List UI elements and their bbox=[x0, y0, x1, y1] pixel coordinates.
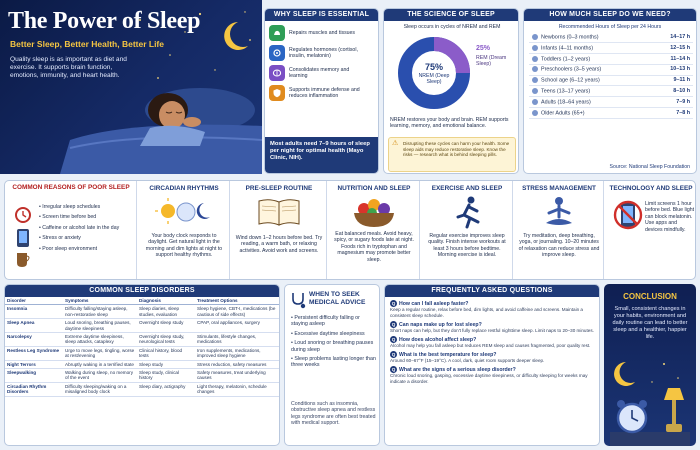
stress-card bbox=[514, 181, 604, 280]
why-item bbox=[269, 45, 374, 61]
medical-item: • Sleep problems lasting longer than three weeks bbox=[291, 356, 376, 369]
medical-title: WHEN TO SEEK MEDICAL ADVICE bbox=[309, 291, 366, 306]
age-group: Preschoolers (3–5 years) bbox=[529, 64, 651, 75]
why-item bbox=[269, 85, 374, 101]
faq-question: Q Can naps make up for lost sleep? bbox=[391, 321, 482, 328]
question-icon: Q bbox=[391, 336, 396, 342]
faq-item bbox=[390, 336, 594, 349]
table-cell: Loud snoring, breathing pauses, daytime sleepiness bbox=[63, 319, 137, 333]
disorder-name: Sleepwalking bbox=[5, 369, 63, 383]
age-group: Infants (4–11 months) bbox=[529, 43, 651, 54]
disorders-column-header: Diagnosis bbox=[137, 297, 195, 305]
card-text: Limit screens 1 hour before bed. Blue light can block melatonin. Use apps and devices mindfully. bbox=[645, 201, 695, 233]
faq-header: FREQUENTLY ASKED QUESTIONS bbox=[385, 285, 599, 297]
table-cell: Sleep diaries, sleep studies, evaluation bbox=[137, 305, 195, 319]
why-sleep-note: Most adults need 7–9 hours of sleep per night for optimal health (Mayo Clinic, NIH). bbox=[265, 137, 379, 173]
conclusion-panel bbox=[604, 284, 696, 446]
table-cell: Light therapy, melatonin, schedule changes bbox=[195, 382, 280, 396]
card-title: PRE-SLEEP ROUTINE bbox=[245, 185, 313, 192]
reason-item: • Stress or anxiety bbox=[39, 235, 81, 242]
medical-panel bbox=[284, 284, 380, 446]
hours-panel bbox=[523, 8, 697, 174]
hours-value: 7–8 h bbox=[651, 108, 693, 119]
table-cell: Sleep hygiene, CBT-I, medications (be cautious of side effects) bbox=[195, 305, 280, 319]
medical-item: • Loud snoring or breathing pauses during sleep bbox=[291, 340, 374, 353]
reasons-list bbox=[39, 204, 133, 252]
disorders-column-header: Symptoms bbox=[63, 297, 137, 305]
table-cell: Abruptly waking in a terrified state bbox=[63, 360, 137, 368]
rem-caption: REM (Dream Sleep) bbox=[476, 55, 507, 68]
card-title: TECHNOLOGY AND SLEEP bbox=[609, 185, 693, 192]
question-icon: Q bbox=[391, 301, 396, 306]
table-cell: Iron supplements, medications, improved sleep hygiene bbox=[195, 346, 280, 360]
card-text: Wind down 1–2 hours before bed. Try reading, a warm bath, or relaxing activities. Avoid work and screens. bbox=[235, 235, 323, 254]
card-text: Eat balanced meals. Avoid heavy, spicy, or sugary foods late at night. Foods rich in tryptophan and magnesium may promote better sleep. bbox=[334, 231, 414, 263]
card-title: EXERCISE AND SLEEP bbox=[431, 185, 503, 192]
stethoscope-icon bbox=[289, 291, 307, 309]
lamp-icon bbox=[664, 388, 684, 432]
disorders-header: COMMON SLEEP DISORDERS bbox=[5, 285, 279, 297]
disorders-column-header: Disorder bbox=[5, 297, 63, 305]
child-icon bbox=[532, 66, 538, 72]
science-header: THE SCIENCE OF SLEEP bbox=[384, 9, 518, 21]
table-cell: Extreme daytime sleepiness, sleep attacks, cataplexy bbox=[63, 333, 137, 347]
age-group: Newborns (0–3 months) bbox=[529, 32, 651, 42]
disorders-table bbox=[5, 297, 280, 397]
disorders-column-header: Treatment Options bbox=[195, 297, 280, 305]
table-cell: Clinical history, blood tests bbox=[137, 346, 195, 360]
baby-icon bbox=[532, 34, 538, 40]
conclusion-title: CONCLUSION bbox=[623, 292, 677, 301]
age-group: Toddlers (1–2 years) bbox=[529, 54, 651, 65]
disorder-name: Night Terrors bbox=[5, 360, 63, 368]
medical-list bbox=[291, 315, 377, 369]
table-cell: Difficulty sleeping/waking on a misaligned body clock bbox=[63, 382, 137, 396]
reason-item: • Caffeine or alcohol late in the day bbox=[39, 224, 120, 231]
hours-row bbox=[529, 108, 693, 119]
hours-row bbox=[529, 97, 693, 108]
medical-item: • Excessive daytime sleepiness bbox=[291, 330, 365, 337]
question-icon: Q bbox=[391, 351, 396, 357]
science-intro: Sleep occurs in cycles of NREM and REM bbox=[403, 24, 501, 30]
stars-icon bbox=[651, 363, 679, 383]
hours-row bbox=[529, 32, 693, 42]
hours-value: 10–13 h bbox=[651, 64, 693, 75]
warning-icon: ⚠ bbox=[392, 140, 399, 147]
hours-row bbox=[529, 75, 693, 86]
nrem-caption: NREM (Deep Sleep) bbox=[418, 73, 450, 86]
medical-note: Conditions such as insomnia, obstructive sleep apnea and restless legs syndrome are often best treated with medical support. bbox=[291, 401, 376, 427]
why-item-label: Consolidates memory and learning bbox=[289, 66, 350, 79]
question-icon: Q bbox=[391, 366, 396, 372]
table-cell: Stimulants, lifestyle changes, medications bbox=[195, 333, 280, 347]
technology-card bbox=[605, 181, 696, 280]
hours-row bbox=[529, 64, 693, 75]
nrem-percent: 75% bbox=[424, 62, 443, 72]
table-cell: Urge to move legs, tingling, worse at rest/evening bbox=[63, 346, 137, 360]
hours-value: 8–10 h bbox=[651, 86, 693, 97]
muscle-icon bbox=[269, 25, 285, 41]
circadian-card bbox=[138, 181, 230, 280]
table-row bbox=[5, 382, 280, 396]
alarm-clock-icon bbox=[617, 400, 647, 432]
meditation-icon bbox=[541, 195, 577, 229]
reasons-title: COMMON REASONS OF POOR SLEEP bbox=[12, 184, 130, 191]
question-icon: Q bbox=[391, 321, 396, 327]
coffee-icon bbox=[17, 253, 29, 267]
faq-list bbox=[385, 297, 599, 389]
page-title: The Power of Sleep bbox=[8, 8, 201, 34]
card-text: Try meditation, deep breathing, yoga, or journaling. 10–20 minutes of relaxation can reduce stress and improve sleep. bbox=[518, 233, 600, 259]
faq-question: Q How does alcohol affect sleep? bbox=[391, 336, 477, 343]
hormone-icon bbox=[269, 45, 285, 61]
fruit-bowl-icon bbox=[350, 195, 398, 229]
toddler-icon bbox=[532, 56, 538, 62]
no-phone-icon bbox=[613, 199, 643, 233]
disorder-name: Restless Leg Syndrome bbox=[5, 346, 63, 360]
card-title: CIRCADIAN RHYTHMS bbox=[149, 185, 219, 192]
page-subtitle: Better Sleep, Better Health, Better Life bbox=[10, 39, 164, 49]
faq-answer: Keep a regular routine, relax before bed, dim lights, and avoid caffeine and screens. Maintain a consistent sleep schedule. bbox=[390, 307, 583, 318]
why-item-label: Regulates hormones (cortisol, insulin, melatonin) bbox=[289, 46, 358, 59]
disorder-name: Circadian Rhythm Disorders bbox=[5, 382, 63, 396]
teen-icon bbox=[532, 88, 538, 94]
table-row bbox=[5, 305, 280, 319]
faq-panel bbox=[384, 284, 600, 446]
card-text: Regular exercise improves sleep quality. Finish intense workouts at least 3 hours before bedtime. Morning exercise is ideal. bbox=[428, 233, 506, 259]
why-item bbox=[269, 25, 374, 41]
why-item-label: Supports immune defense and reduces inflammation bbox=[289, 86, 360, 99]
table-row bbox=[5, 369, 280, 383]
table-row bbox=[5, 346, 280, 360]
why-item bbox=[269, 65, 374, 81]
hours-intro: Recommended Hours of Sleep per 24 Hours bbox=[558, 24, 662, 30]
age-group: Teens (13–17 years) bbox=[529, 86, 651, 97]
table-cell: Safety measures, treat underlying causes bbox=[195, 369, 280, 383]
why-sleep-header: WHY SLEEP IS ESSENTIAL bbox=[265, 9, 378, 21]
reason-icons bbox=[11, 205, 35, 269]
medical-item: • Persistent difficulty falling or staying asleep bbox=[291, 315, 360, 328]
faq-item bbox=[390, 300, 594, 319]
phone-icon bbox=[17, 229, 29, 247]
card-title: NUTRITION AND SLEEP bbox=[337, 185, 411, 192]
crescent-moon-icon bbox=[614, 362, 635, 386]
table-cell: Stress reduction, safety measures bbox=[195, 360, 280, 368]
science-description: NREM restores your body and brain. REM supports learning, memory, and emotional balance. bbox=[390, 117, 509, 130]
hours-value: 11–14 h bbox=[651, 54, 693, 65]
nutrition-card bbox=[328, 181, 420, 280]
card-text: Your body clock responds to daylight. Get natural light in the morning and dim lights at night to support healthy rhythms. bbox=[145, 233, 223, 259]
table-row bbox=[5, 333, 280, 347]
faq-question: Q What is the best temperature for sleep? bbox=[391, 351, 497, 358]
sun-moon-icon bbox=[154, 195, 214, 229]
hours-row bbox=[529, 54, 693, 65]
hero-lead-text: Quality sleep is as important as diet and exercise. It supports brain function, emotions, immunity, and heart health. bbox=[10, 56, 127, 80]
faq-item bbox=[390, 366, 594, 385]
table-cell: Sleep diary, actigraphy bbox=[137, 382, 195, 396]
science-warning-text: Disrupting these cycles can harm your health. Some sleep aids may reduce restorative sleep. Know the risks — research what is behind sleeping pills. bbox=[403, 141, 510, 158]
older-adult-icon bbox=[532, 110, 538, 116]
book-icon bbox=[257, 197, 301, 227]
disorder-name: Narcolepsy bbox=[5, 333, 63, 347]
bedside-scene bbox=[604, 352, 696, 446]
brain-icon bbox=[269, 65, 285, 81]
hours-value: 12–15 h bbox=[651, 43, 693, 54]
faq-answer: Alcohol may help you fall asleep but reduces REM sleep and causes fragmented, poor quality rest. bbox=[390, 343, 591, 348]
routine-card bbox=[231, 181, 327, 280]
disorder-name: Sleep Apnea bbox=[5, 319, 63, 333]
table-cell: Overnight sleep study bbox=[137, 319, 195, 333]
runner-icon bbox=[451, 195, 485, 229]
table-row bbox=[5, 319, 280, 333]
poor-sleep-reasons bbox=[5, 181, 137, 280]
faq-item bbox=[390, 351, 594, 364]
age-group: Older Adults (65+) bbox=[529, 108, 651, 119]
reason-item: • Irregular sleep schedules bbox=[39, 204, 101, 210]
hours-source: Source: National Sleep Foundation bbox=[609, 163, 690, 170]
faq-question: Q What are the signs of a serious sleep disorder? bbox=[391, 366, 516, 373]
reason-item: • Screen time before bed bbox=[39, 214, 97, 221]
table-cell: Sleep study bbox=[137, 360, 195, 368]
crescent-moon-icon bbox=[224, 22, 248, 50]
faq-answer: Chronic loud snoring, gasping, excessive daytime sleepiness, or difficulty sleeping for weeks may indicate a disorder. bbox=[390, 373, 588, 384]
faq-question: Q How can I fall asleep faster? bbox=[391, 301, 469, 307]
science-warning bbox=[388, 137, 516, 172]
faq-answer: Around 60–67°F (15–19°C). A cool, dark, quiet room supports deeper sleep. bbox=[390, 358, 545, 363]
table-cell: Difficulty falling/staying asleep, non-restorative sleep bbox=[63, 305, 137, 319]
infant-icon bbox=[532, 45, 538, 51]
shield-icon bbox=[269, 85, 285, 101]
hours-value: 14–17 h bbox=[651, 32, 693, 42]
hours-table bbox=[529, 32, 693, 119]
why-item-label: Repairs muscles and tissues bbox=[289, 29, 356, 36]
age-group: Adults (18–64 years) bbox=[529, 97, 651, 108]
table-cell: Walking during sleep, no memory of the event bbox=[63, 369, 137, 383]
faq-item bbox=[390, 321, 594, 334]
age-group: School age (6–12 years) bbox=[529, 75, 651, 86]
alarm-clock-icon bbox=[16, 208, 30, 222]
faq-answer: Short naps can help, but they don't fully replace restful nighttime sleep. Limit naps to 20–30 minutes. bbox=[390, 328, 594, 333]
reason-item: • Poor sleep environment bbox=[39, 245, 98, 252]
hours-value: 9–11 h bbox=[651, 75, 693, 86]
card-title: STRESS MANAGEMENT bbox=[522, 185, 596, 192]
hours-value: 7–9 h bbox=[651, 97, 693, 108]
table-row bbox=[5, 360, 280, 368]
hours-row bbox=[529, 43, 693, 54]
hours-row bbox=[529, 86, 693, 97]
adult-icon bbox=[532, 99, 538, 105]
why-sleep-panel bbox=[264, 8, 379, 174]
disorders-panel bbox=[4, 284, 280, 446]
tips-row bbox=[4, 180, 696, 280]
conclusion-text: Small, consistent changes in your habits, environment and daily routine can lead to better sleep and a healthier, happier life. bbox=[612, 306, 688, 340]
disorder-name: Insomnia bbox=[5, 305, 63, 319]
hours-header: HOW MUCH SLEEP DO WE NEED? bbox=[524, 9, 696, 21]
exercise-card bbox=[421, 181, 513, 280]
school-icon bbox=[532, 77, 538, 83]
science-panel bbox=[383, 8, 519, 174]
table-cell: Overnight sleep study, neurological tests bbox=[137, 333, 195, 347]
rem-percent: 25% bbox=[476, 45, 491, 52]
table-cell: Sleep study, clinical history bbox=[137, 369, 195, 383]
table-cell: CPAP, oral appliances, surgery bbox=[195, 319, 280, 333]
hero-banner bbox=[0, 0, 262, 174]
